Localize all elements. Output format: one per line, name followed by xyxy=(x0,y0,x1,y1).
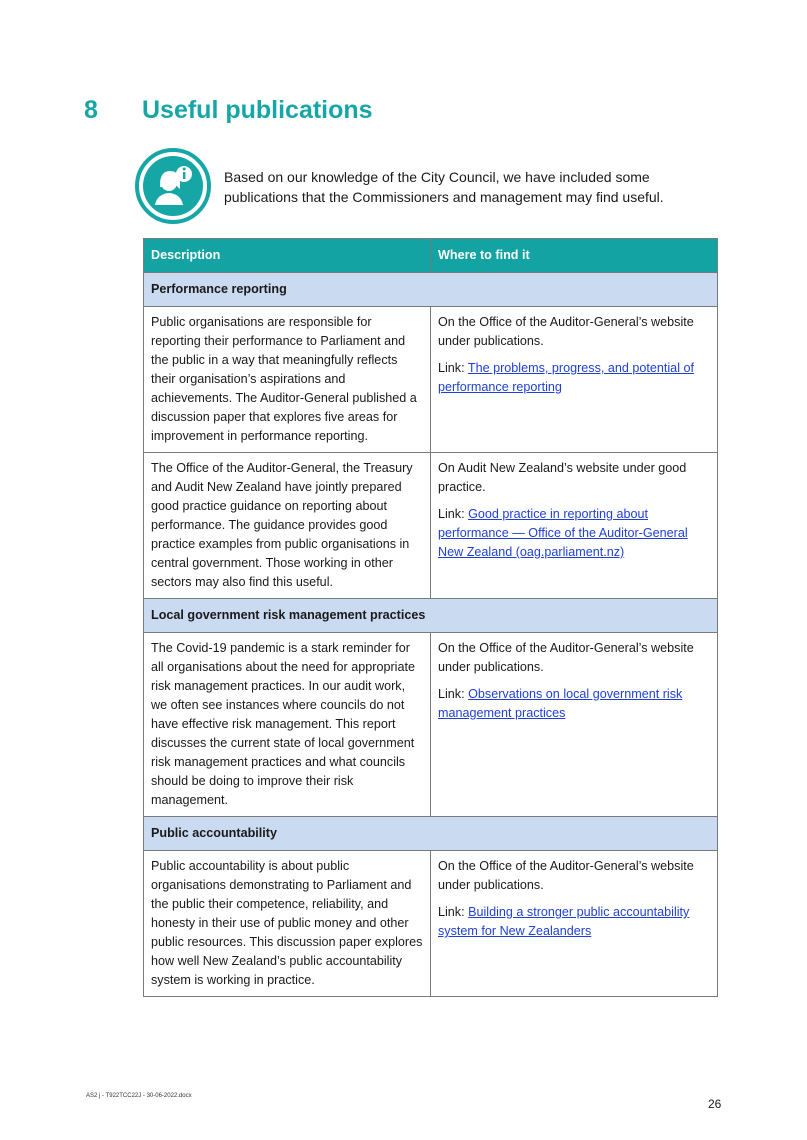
link-prefix: Link: xyxy=(438,361,468,375)
column-header-where: Where to find it xyxy=(431,239,718,273)
publication-link[interactable]: Building a stronger public accountability system for New Zealanders xyxy=(438,905,690,938)
row-where xyxy=(431,307,718,453)
row-description: Public accountability is about public organisations demonstrating to Parliament and the public their competence, reliability, and honesty in their use of public money and other public resources. This discussion paper explores how well New Zealand’s public accountability system is working in practice. xyxy=(144,851,431,997)
document-reference: AS2 j - T922TCC22J - 30-06-2022.docx xyxy=(86,1093,192,1099)
link-prefix: Link: xyxy=(438,905,469,919)
where-text: On the Office of the Auditor-General’s website under publications. xyxy=(438,641,694,674)
link-line xyxy=(438,359,710,397)
row-description: The Covid-19 pandemic is a stark reminder for all organisations about the need for appropriate risk management practices. In our audit work, we often see instances where councils do not have effective risk management. This report discusses the current state of local government risk management practices and what councils should be doing to improve their risk management. xyxy=(144,633,431,817)
link-prefix: Link: xyxy=(438,687,469,701)
publication-link[interactable]: Observations on local government risk management practices xyxy=(438,687,683,720)
link-prefix: Link: xyxy=(438,507,469,521)
where-text: On the Office of the Auditor-General’s website under publications. xyxy=(438,859,694,892)
intro-text: Based on our knowledge of the City Council, we have included some publications that the Commissioners and management may find useful. xyxy=(224,169,664,205)
row-where xyxy=(431,851,718,997)
row-where xyxy=(431,633,718,817)
section-row xyxy=(144,817,718,851)
column-header-description: Description xyxy=(144,239,431,273)
publication-link[interactable]: Good practice in reporting about performance — Office of the Auditor-General New Zealand (oag.parliament.nz) xyxy=(438,507,688,559)
section-row xyxy=(144,273,718,307)
section-title-risk: Local government risk management practices xyxy=(144,599,718,633)
where-text: On Audit New Zealand’s website under good practice. xyxy=(438,461,687,494)
table-row xyxy=(144,633,718,817)
publication-link[interactable]: The problems, progress, and potential of performance reporting xyxy=(438,361,694,394)
section-title-accountability: Public accountability xyxy=(144,817,718,851)
person-info-icon xyxy=(134,147,212,225)
section-title: Useful publications xyxy=(142,96,373,124)
row-description: The Office of the Auditor-General, the Treasury and Audit New Zealand have jointly prepared good practice guidance on reporting about performance. The guidance provides good practice examples from public organisations in central government. Those working in other sectors may also find this useful. xyxy=(144,453,431,599)
table-header-row xyxy=(144,239,718,273)
row-description: Public organisations are responsible for reporting their performance to Parliament and the public in a way that meaningfully reflects their organisation’s aspirations and achievements. The Auditor-General published a discussion paper that explores five areas for improvement in performance reporting. xyxy=(144,307,431,453)
table-row xyxy=(144,307,718,453)
link-line xyxy=(438,685,710,723)
section-row xyxy=(144,599,718,633)
section-heading xyxy=(84,96,373,125)
section-title-performance: Performance reporting xyxy=(144,273,718,307)
table-row xyxy=(144,453,718,599)
link-line xyxy=(438,505,710,562)
row-where xyxy=(431,453,718,599)
link-line xyxy=(438,903,710,941)
table-row xyxy=(144,851,718,997)
section-number: 8 xyxy=(84,96,98,124)
publications-table xyxy=(143,238,718,997)
where-text: On the Office of the Auditor-General’s website under publications. xyxy=(438,315,694,348)
page-number: 26 xyxy=(708,1097,722,1111)
